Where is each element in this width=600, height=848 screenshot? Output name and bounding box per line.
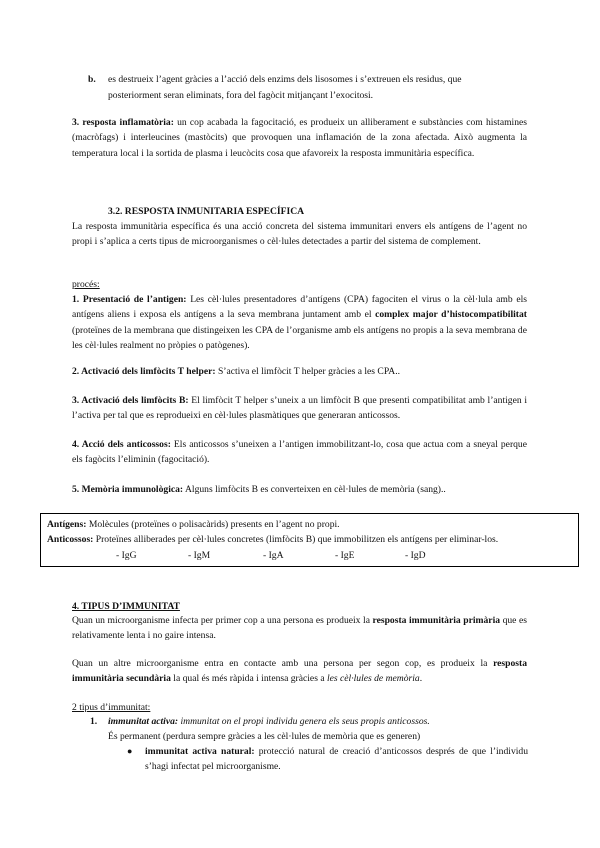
secondary-response-bold: resposta immunitària secundària bbox=[72, 658, 527, 685]
step-1-text-b: (proteïnes de la membrana que distingeixen les CPA de l’organisme amb els antígens no propis a la seva membrana de les cèl·lules realment no pròpies o patògenes). bbox=[72, 324, 527, 352]
step-1-paragraph bbox=[72, 292, 527, 354]
natural-active-heading: immunitat activa natural: bbox=[145, 746, 255, 757]
primary-response-bold: resposta immunitària primària bbox=[372, 615, 501, 626]
step-4-paragraph bbox=[72, 437, 527, 468]
step-4-text: Els anticossos s’uneixen a l’antigen immobilitzant-lo, cosa que actua com a sneyal perque els fagòcits l’eliminin (fagocitació). bbox=[72, 439, 527, 466]
antigens-definition bbox=[47, 517, 575, 532]
inflammatory-text: un cop acabada la fagocitació, es produeix un alliberament e substàncies com histamines (macròfags) i interleucines (mastòcits) que provoquen una inflamación de la zona afectada. Això augmenta la temperatura local i la sortida de plasma i leucòcits cosa que afavoreix la resposta immunitària específica. bbox=[72, 117, 528, 159]
active-immunity-line1 bbox=[108, 714, 528, 729]
ig-type-item: - IgM bbox=[188, 550, 211, 561]
antibodies-definition bbox=[47, 532, 577, 547]
step-2-paragraph bbox=[72, 364, 527, 379]
step-4-heading: 4. Acció dels anticossos: bbox=[72, 439, 171, 450]
item-b-line1: es destrueix l’agent gràcies a l’acció dels enzims dels lisosomes i s’extreuen els residus, que bbox=[108, 74, 462, 85]
antibodies-heading: Anticossos: bbox=[47, 534, 94, 545]
natural-active-immunity-paragraph bbox=[145, 744, 528, 775]
step-5-heading: 5. Memòria immunològica: bbox=[72, 484, 184, 495]
step-1-bold: complex major d’histocompatibilitat bbox=[375, 309, 527, 321]
section-3-2-title: 3.2. RESPOSTA INMUNITARIA ESPECÍFICA bbox=[108, 206, 305, 217]
step-3-heading: 3. Activació dels limfòcits B: bbox=[72, 395, 189, 406]
ig-type-item: - IgG bbox=[116, 550, 137, 561]
inflammatory-heading: 3. resposta inflamatòria: bbox=[72, 117, 174, 128]
process-label: procés: bbox=[72, 279, 100, 290]
definitions-box bbox=[40, 513, 579, 567]
item-b-line2: posteriorment seran eliminats, fora del fagòcit mitjançant l’exocitosi. bbox=[108, 90, 374, 101]
antibodies-text: Proteïnes alliberades per cèl·lules concretes (limfòcits B) que immobilitzen els antígens per eliminar-los. bbox=[93, 534, 499, 545]
active-immunity-definition: immunitat on el propi individu genera els seus propis anticossos. bbox=[178, 716, 430, 727]
active-immunity-heading: immunitat activa: bbox=[108, 716, 179, 727]
list-marker-b: b. bbox=[88, 74, 96, 85]
step-3-text: El limfòcit T helper s’uneix a un limfòcit B que presenti compatibilitat amb l’antigen i l’activa per tal que es reprodueixi en cèl·lules plasmàtiques que generaran anticossos. bbox=[72, 395, 528, 422]
sub-bullet: ● bbox=[127, 746, 133, 756]
section-4-title: 4. TIPUS D’IMMUNITAT bbox=[72, 601, 180, 612]
primary-response-paragraph: Quan un microorganisme infecta per primer cop a una persona es produeix la resposta immunitària primària que es relativamente lenta i no gaire intensa. bbox=[72, 615, 527, 642]
step-5-text: Alguns limfòcits B es converteixen en cèl·lules de memòria (sang).. bbox=[183, 484, 446, 495]
ig-type-item: - IgD bbox=[405, 550, 426, 561]
step-2-heading: 2. Activació dels limfòcits T helper: bbox=[72, 366, 216, 377]
memory-cells-italic: les cèl·lules de memòria bbox=[326, 673, 420, 685]
antigens-text: Molècules (proteïnes o polisacàrids) presents en l’agent no propi. bbox=[86, 519, 340, 530]
secondary-response-paragraph: Quan un altre microorganisme entra en contacte amb una persona per segon cop, es produeix la resposta immunitària secundària la qual és més ràpida i intensa gràcies a les cèl·lules de memòria. bbox=[72, 658, 527, 685]
ig-type-item: - IgE bbox=[335, 550, 355, 561]
step-3-paragraph bbox=[72, 393, 527, 424]
ig-type-item: - IgA bbox=[263, 550, 284, 561]
natural-active-text: protecció natural de creació d’anticossos després de que l’individu s’hagi infectat pel microorganisme. bbox=[145, 746, 528, 773]
active-immunity-line2: És permanent (perdura sempre gràcies a les cèl·lules de memòria que es generen) bbox=[108, 731, 421, 742]
step-5-paragraph bbox=[72, 482, 527, 497]
immunity-types-label: 2 tipus d’immunitat: bbox=[72, 702, 151, 713]
step-2-text: S’activa el limfòcit T helper gràcies a les CPA.. bbox=[215, 366, 401, 377]
inflammatory-response-paragraph bbox=[72, 115, 527, 161]
section-3-2-intro: La resposta immunitària específica és una acció concreta del sistema immunitari envers els antígens de l’agent no propi i s’aplica a certs tipus de microorganismes o cèl·lules detectades a partir del sistema de complement. bbox=[72, 221, 527, 248]
step-1-text-a: Les cèl·lules presentadores d’antígens (CPA) fagociten el virus o la cèl·lula amb els antígens aliens i exposa els antígens a la seva membrana juntament amb el bbox=[72, 294, 527, 321]
antigens-heading: Antígens: bbox=[47, 519, 87, 530]
list-marker-1: 1. bbox=[90, 716, 98, 727]
step-1-heading: 1. Presentació de l’antigen: bbox=[72, 294, 187, 305]
immunoglobulin-types-row bbox=[41, 548, 580, 564]
